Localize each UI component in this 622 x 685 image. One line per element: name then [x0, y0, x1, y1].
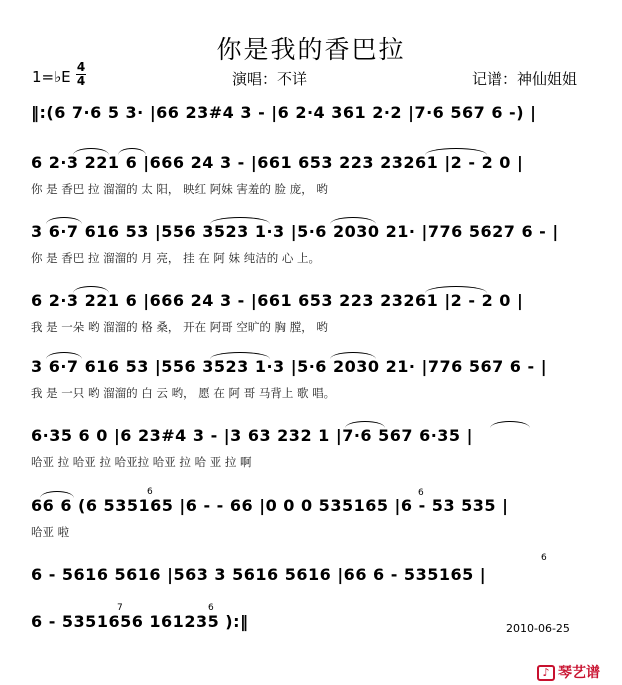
- slur: [73, 148, 109, 155]
- score-line-2-lyrics: 你 是 香巴 拉 溜溜的 太 阳， 映红 阿妹 害羞的 脸 庞， 哟: [31, 182, 328, 196]
- time-signature-top: 4: [76, 60, 86, 74]
- score-line-9-notes: 6 - 5351656 161235 ):‖: [31, 612, 249, 631]
- site-logo: [537, 662, 600, 682]
- slur: [73, 286, 109, 293]
- score-line-1-notes: ‖:(6 7·6 5 3· |66 23#4 3 - |6 2·4 361 2·2 |7·6 567 6 -) |: [31, 103, 537, 122]
- slur: [425, 286, 487, 293]
- recorder-credit: 记谱：神仙姐姐: [472, 70, 578, 88]
- score-line-4-notes: 6 2·3 221 6 |666 24 3 - |661 653 223 23261 |2 - 2 0 |: [31, 291, 524, 310]
- tuplet-mark: 6: [541, 553, 547, 563]
- key-signature: 1=♭E: [32, 68, 71, 86]
- score-line-7-notes: 66 6 (6 535165 |6 - - 66 |0 0 0 535165 |6 - 53 535 |: [31, 496, 509, 515]
- score-line-2-notes: 6 2·3 221 6 |666 24 3 - |661 653 223 23261 |2 - 2 0 |: [31, 153, 524, 172]
- score-line-4-lyrics: 我 是 一朵 哟 溜溜的 格 桑， 开在 阿哥 空旷的 胸 膛， 哟: [31, 320, 328, 334]
- slur: [118, 148, 146, 155]
- score-line-3-notes: 3 6·7 616 53 |556 3523 1·3 |5·6 2030 21· |776 5627 6 - |: [31, 222, 559, 241]
- score-line-5-notes: 3 6·7 616 53 |556 3523 1·3 |5·6 2030 21· |776 567 6 - |: [31, 357, 548, 376]
- slur: [330, 217, 376, 224]
- slur: [46, 217, 82, 224]
- score-line-5-lyrics: 我 是 一只 哟 溜溜的 白 云 哟， 愿 在 阿 哥 马背上 歌 唱。: [31, 386, 336, 400]
- song-title: 你是我的香巴拉: [216, 35, 406, 64]
- site-logo-text: 琴艺谱: [558, 665, 600, 681]
- tuplet-mark: 6: [208, 603, 214, 613]
- slur: [330, 352, 376, 359]
- slur: [210, 352, 270, 359]
- tuplet-mark: 6: [147, 487, 153, 497]
- time-signature-bottom: 4: [76, 74, 86, 88]
- score-line-8-notes: 6 - 5616 5616 |563 3 5616 5616 |66 6 - 535165 |: [31, 565, 487, 584]
- score-date: 2010-06-25: [506, 622, 570, 635]
- music-note-icon: ♪: [537, 665, 555, 681]
- score-line-6-lyrics: 哈亚 拉 哈亚 拉 哈亚拉 哈亚 拉 哈 亚 拉 啊: [31, 455, 252, 469]
- time-signature: [76, 62, 86, 87]
- slur: [490, 421, 530, 428]
- singer-credit: 演唱：不详: [232, 70, 308, 88]
- score-line-7-lyrics: 哈亚 啦: [31, 525, 70, 539]
- score-line-3-lyrics: 你 是 香巴 拉 溜溜的 月 亮， 挂 在 阿 妹 纯洁的 心 上。: [31, 251, 321, 265]
- tuplet-mark: 7: [117, 603, 123, 613]
- slur: [425, 148, 487, 155]
- slur: [345, 421, 385, 428]
- tuplet-mark: 6: [418, 488, 424, 498]
- slur: [210, 217, 270, 224]
- slur: [40, 491, 74, 498]
- score-line-6-notes: 6·35 6 0 |6 23#4 3 - |3 63 232 1 |7·6 567 6·35 |: [31, 426, 473, 445]
- slur: [46, 352, 82, 359]
